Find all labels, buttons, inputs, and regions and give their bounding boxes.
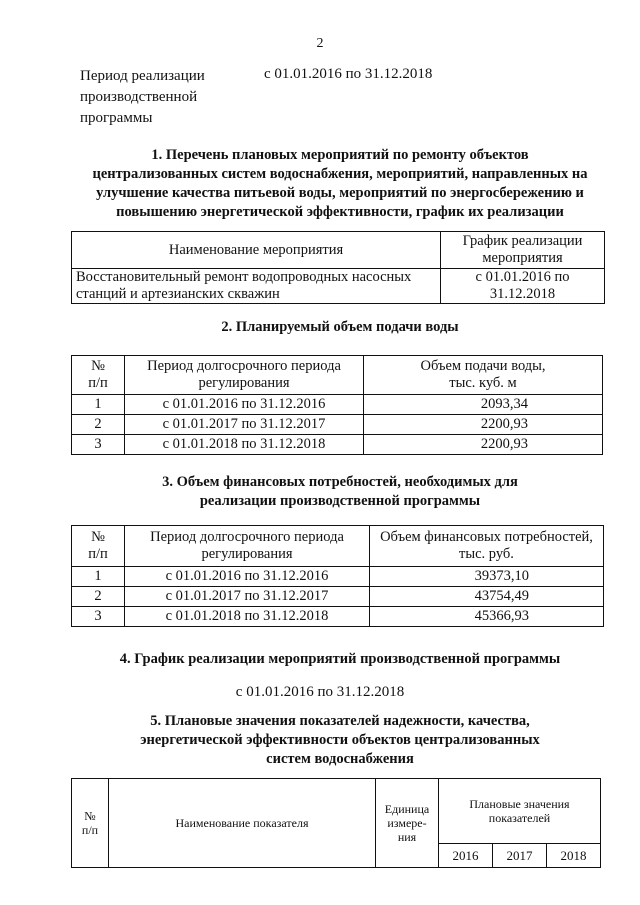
row-num: 3	[72, 435, 125, 455]
header-period	[125, 356, 364, 395]
header-year: 2018	[546, 844, 600, 868]
section4-period: с 01.01.2016 по 31.12.2018	[235, 684, 405, 700]
header-year: 2016	[439, 844, 493, 868]
indicators-table	[71, 778, 601, 868]
table-row	[72, 269, 605, 304]
header-volume-line: Объем подачи воды,	[420, 358, 546, 374]
header-event-name: Наименование мероприятия	[72, 232, 441, 269]
table-row	[72, 415, 603, 435]
event-schedule	[441, 269, 605, 304]
row-period: с 01.01.2017 по 31.12.2017	[125, 587, 370, 607]
row-period: с 01.01.2018 по 31.12.2018	[125, 435, 364, 455]
page-number: 2	[316, 36, 324, 51]
header-finance-line: тыс. руб.	[459, 546, 514, 562]
row-finance: 43754,49	[370, 587, 604, 607]
header-num-line: №	[91, 358, 105, 374]
row-period: с 01.01.2018 по 31.12.2018	[125, 607, 370, 627]
header-finance-line: Объем финансовых потребностей,	[380, 529, 593, 545]
row-num: 1	[72, 395, 125, 415]
row-finance: 45366,93	[370, 607, 604, 627]
header-schedule-line: мероприятия	[482, 250, 563, 266]
table-row	[72, 587, 604, 607]
header-num	[72, 526, 125, 567]
row-volume: 2200,93	[364, 415, 603, 435]
header-num-line: п/п	[88, 375, 108, 391]
row-volume: 2093,34	[364, 395, 603, 415]
period-label-line: производственной	[80, 89, 198, 105]
header-indicator-name: Наименование показателя	[109, 779, 376, 868]
row-volume: 2200,93	[364, 435, 603, 455]
section1-title-line: улучшение качества питьевой воды, мероприятий по энергосбережению и	[96, 185, 584, 201]
table-row	[72, 435, 603, 455]
header-period-line: регулирования	[198, 375, 290, 391]
section5-title-line: систем водоснабжения	[266, 751, 414, 767]
header-num-line: п/п	[88, 546, 108, 562]
section3-title-line: 3. Объем финансовых потребностей, необходимых для	[162, 474, 518, 490]
section3-title	[60, 473, 620, 511]
header-period-line: регулирования	[201, 546, 293, 562]
table-row	[72, 567, 604, 587]
header-num	[72, 779, 109, 868]
table-row	[72, 395, 603, 415]
row-period: с 01.01.2017 по 31.12.2017	[125, 415, 364, 435]
event-schedule-line: 31.12.2018	[489, 286, 556, 302]
section5-title-line: 5. Плановые значения показателей надежности, качества,	[150, 713, 530, 729]
header-num	[72, 356, 125, 395]
header-finance	[370, 526, 604, 567]
header-planned-line: Плановые значения	[469, 797, 570, 812]
header-year: 2017	[492, 844, 546, 868]
section4-title: 4. График реализации мероприятий производственной программы	[119, 651, 561, 667]
header-volume-line: тыс. куб. м	[449, 375, 517, 391]
header-planned-line: показателей	[488, 811, 551, 826]
header-schedule	[441, 232, 605, 269]
section3-title-line: реализации производственной программы	[199, 493, 481, 509]
header-planned-values	[439, 779, 601, 844]
events-table	[71, 231, 605, 304]
financial-needs-table	[71, 525, 604, 627]
period-label-line: программы	[80, 110, 153, 126]
event-schedule-line: с 01.01.2016 по	[475, 269, 570, 285]
row-period: с 01.01.2016 по 31.12.2016	[125, 395, 364, 415]
section5-title	[60, 712, 620, 769]
event-name-line: станций и артезианских скважин	[76, 286, 280, 302]
table-row	[72, 607, 604, 627]
section1-title-line: централизованных систем водоснабжения, мероприятий, направленных на	[92, 166, 588, 182]
row-num: 1	[72, 567, 125, 587]
event-name-line: Восстановительный ремонт водопроводных насосных	[76, 269, 412, 285]
period-value: с 01.01.2016 по 31.12.2018	[264, 66, 433, 82]
table-header-row	[72, 356, 603, 395]
table-header-row	[72, 526, 604, 567]
section1-title	[60, 146, 620, 222]
period-label	[80, 66, 240, 129]
period-label-line: Период реализации	[80, 68, 205, 84]
row-num: 2	[72, 587, 125, 607]
section2-title: 2. Планируемый объем подачи воды	[221, 319, 459, 335]
header-schedule-line: График реализации	[462, 233, 583, 249]
header-unit-line: Единица	[384, 802, 430, 816]
event-name	[72, 269, 441, 304]
table-header-row	[72, 232, 605, 269]
header-num-line: п/п	[81, 823, 99, 837]
header-period-line: Период долгосрочного периода	[150, 529, 344, 545]
header-unit	[376, 779, 439, 868]
header-unit-line: измере-	[387, 816, 427, 830]
header-period	[125, 526, 370, 567]
header-num-line: №	[84, 809, 96, 823]
header-period-line: Период долгосрочного периода	[147, 358, 341, 374]
row-num: 3	[72, 607, 125, 627]
row-period: с 01.01.2016 по 31.12.2016	[125, 567, 370, 587]
table-header-row	[72, 779, 601, 844]
row-num: 2	[72, 415, 125, 435]
header-num-line: №	[91, 529, 105, 545]
header-unit-line: ния	[397, 830, 417, 844]
section1-title-line: повышению энергетической эффективности, график их реализации	[116, 204, 564, 220]
section1-title-line: 1. Перечень плановых мероприятий по ремонту объектов	[151, 147, 529, 163]
section5-title-line: энергетической эффективности объектов централизованных	[140, 732, 540, 748]
header-volume	[364, 356, 603, 395]
water-supply-table	[71, 355, 603, 455]
row-finance: 39373,10	[370, 567, 604, 587]
